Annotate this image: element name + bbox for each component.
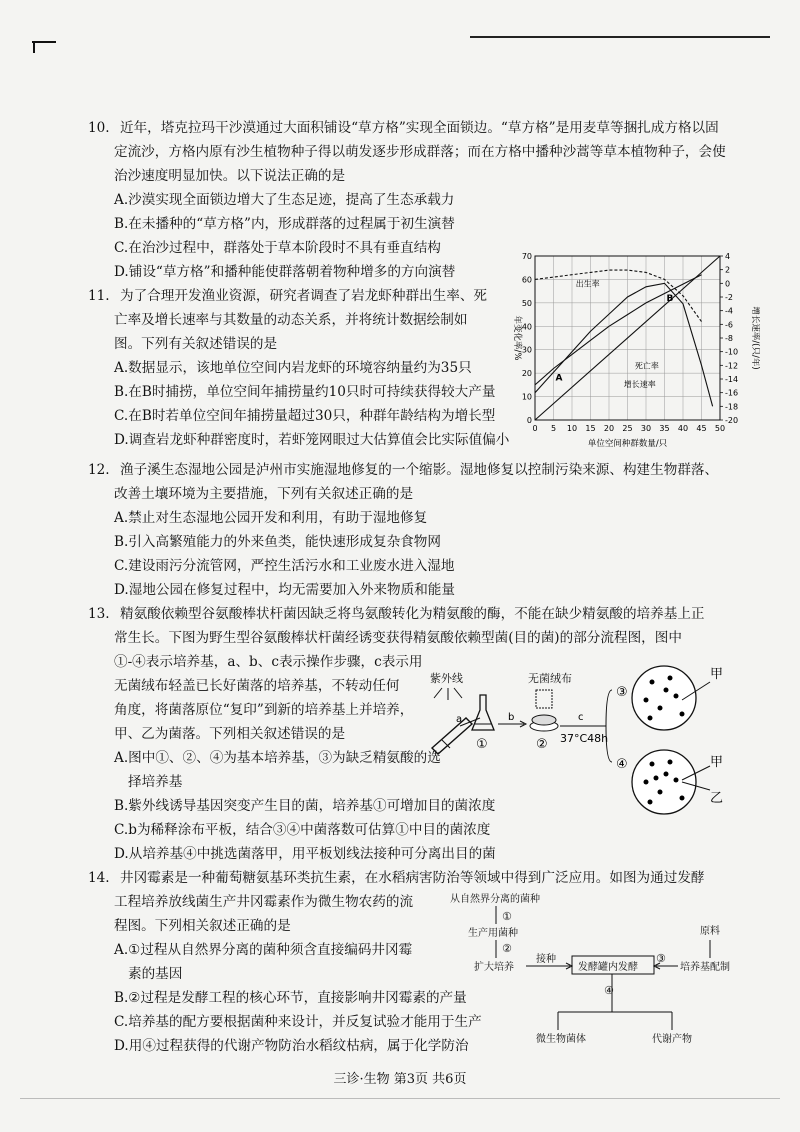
question-number: 13. [88,606,110,622]
y-left-tick-label: 50 [521,298,532,308]
flow-expand: 扩大培养 [474,962,514,973]
flow-cells: 微生物菌体 [536,1034,586,1045]
y-left-tick-label: 0 [526,416,532,425]
stem-line: 甲、乙为菌落。下列相关叙述错误的是 [114,726,346,742]
stem-line: ①-④表示培养基，a、b、c表示操作步骤，c表示用 [114,654,423,670]
q13-diagram [420,660,740,830]
option-d: D.湿地公园在修复过程中，均无需要加入外来物质和能量 [114,582,455,598]
option-d: D.从培养基④中挑选菌落甲，用平板划线法接种可分离出目的菌 [114,846,496,862]
flow-raw: 原料 [700,926,720,937]
stem-line: 程图。下列相关叙述正确的是 [114,918,291,934]
option-d: D.铺设“草方格”和播种能使群落朝着物种增多的方向演替 [114,264,456,280]
point-label: A [555,373,563,384]
top-rule [470,36,770,38]
x-tick-label: 0 [532,424,538,433]
option-c: C.在治沙过程中，群落处于草本阶段时不具有垂直结构 [114,240,441,256]
colony-jia-1: 甲 [710,667,724,682]
corner-mark [30,40,58,54]
flow-metab: 代谢产物 [652,1034,692,1045]
question-number: 10. [88,120,110,136]
stem-line: 井冈霉素是一种葡萄糖氨基环类抗生素，在水稻病害防治等领域中得到广泛应用。如图为通过发酵 [120,870,705,886]
option-c: C.在B时若单位空间年捕捞量超过30只，种群年龄结构为增长型 [114,408,496,424]
question-number: 14. [88,870,110,886]
page-footer: 三诊·生物 第3页 共6页 [333,1072,467,1087]
colony-yi: 乙 [710,791,724,806]
q14-flowchart [440,890,760,1050]
stem-line: 近年，塔克拉玛干沙漠通过大面积铺设“草方格”实现全面锁边。“草方格”是用麦草等捆扎成方格以固 [120,120,719,136]
x-tick-label: 35 [659,424,670,433]
colony-jia-2: 甲 [710,755,724,770]
bottom-rule [20,1098,780,1099]
label-growth-rate: 增长速率 [623,380,656,390]
plate-4 [632,750,710,814]
brace [606,690,612,762]
y-left-tick-label: 40 [521,322,532,332]
stem-line: 常生长。下图为野生型谷氨酸棒状杆菌经诱变获得精氨酸依赖型菌(目的菌)的部分流程图，图中 [114,630,682,646]
stem-line: 治沙速度明显加快。以下说法正确的是 [114,168,346,184]
flow-source: 从自然界分离的菌种 [450,894,540,905]
y-left-tick-label: 30 [521,345,532,355]
plate-2 [530,690,558,731]
flow-step4: ④ [604,984,614,997]
flow-inoc: 接种 [536,954,556,965]
option-a: A.①过程从自然界分离的菌种须含直接编码井冈霉 [114,942,413,958]
x-tick-label: 20 [603,424,615,433]
option-b: B.在B时捕捞，单位空间年捕捞量约10只时可持续获得较大产量 [114,384,496,400]
chart-axes [522,252,738,433]
flow-step1: ① [502,910,512,923]
y-right-tick-label: -20 [725,416,739,425]
question-number: 11. [88,288,110,304]
option-b: B.紫外线诱导基因突变产生目的菌，培养基①可增加目的菌浓度 [114,798,496,814]
flow-step3: ③ [656,952,666,965]
option-c: C.建设雨污分流管网，严控生活污水和工业废水进入湿地 [114,558,455,574]
cloth-label: 无菌绒布 [528,672,572,685]
y-right-tick-label: -8 [725,334,733,343]
stem-line: 定流沙，方格内原有沙生植物种子得以萌发逐步形成群落；而在方格中播种沙蒿等草本植物种子，会使 [114,144,726,160]
step-b: b [508,712,515,723]
option-d: D.用④过程获得的代谢产物防治水稻纹枯病，属于化学防治 [114,1038,469,1054]
uv-rays [434,688,462,700]
y-left-axis-label: 年变化率/% [512,315,522,361]
y-right-tick-label: -2 [725,293,733,302]
label-death-rate: 死亡率 [634,361,659,371]
y-right-tick-label: -4 [725,306,733,316]
stem-line: 精氨酸依赖型谷氨酸棒状杆菌因缺乏将鸟氨酸转化为精氨酸的酶，不能在缺少精氨酸的培养基上正 [120,606,705,622]
y-right-axis-label: 增长速率/(只/年) [750,306,760,370]
y-right-tick-label: 2 [725,265,731,275]
y-right-tick-label: -6 [725,320,733,330]
step-c: c [578,712,584,723]
option-a: A.禁止对生态湿地公园开发和利用，有助于湿地修复 [114,510,428,526]
y-right-tick-label: -14 [725,375,739,384]
option-a-cont: 择培养基 [128,774,183,790]
y-left-tick-label: 10 [521,392,532,402]
stem-line: 改善土壤环境为主要措施，下列有关叙述正确的是 [114,486,414,502]
y-left-tick-label: 60 [521,275,532,285]
option-b: B.在未播种的“草方格”内，形成群落的过程属于初生演替 [114,216,455,232]
option-a: A.沙漠实现全面锁边增大了生态足迹，提高了生态承载力 [114,192,455,208]
step-a: a [456,714,463,725]
y-right-tick-label: -18 [725,402,739,412]
plate-3 [632,666,710,730]
option-b: B.②过程是发酵工程的核心环节，直接影响井冈霉素的产量 [114,990,467,1006]
uv-label: 紫外线 [430,672,463,685]
y-right-tick-label: 0 [725,279,731,289]
y-right-tick-label: 4 [725,252,731,261]
x-tick-label: 45 [696,424,707,433]
label-birth-rate: 出生率 [575,279,600,289]
medium-4-label: ④ [616,757,628,772]
flow-media: 培养基配制 [680,962,730,973]
y-left-tick-label: 20 [521,369,532,379]
point-label: B [666,293,674,304]
stem-line: 为了合理开发渔业资源，研究者调查了岩龙虾种群出生率、死 [120,288,488,304]
option-c: C.培养基的配方要根据菌种来设计，并反复试验才能用于生产 [114,1014,482,1030]
option-b: B.引入高繁殖能力的外来鱼类，能快速形成复杂食物网 [114,534,441,550]
stem-line: 渔子溪生态湿地公园是泸州市实施湿地修复的一个缩影。湿地修复以控制污染来源、构建生物群落、 [120,462,719,478]
flask [472,695,494,730]
culture-condition: 37°C48h [560,732,609,745]
flow-step2: ② [502,942,512,955]
y-right-tick-label: -16 [725,388,739,398]
x-axis-label: 单位空间种群数量/只 [587,439,668,449]
y-left-tick-label: 70 [521,252,532,261]
stem-line: 图。下列有关叙述错误的是 [114,336,278,352]
option-d: D.调查岩龙虾种群密度时，若虾笼网眼过大估算值会比实际值偏小 [114,432,510,448]
x-tick-label: 40 [677,424,689,433]
y-right-tick-label: -12 [725,361,739,371]
stem-line: 亡率及增长速率与其数量的动态关系，并将统计数据绘制如 [114,312,468,328]
option-a: A.数据显示，该地单位空间内岩龙虾的环境容纳量约为35只 [114,360,472,376]
x-tick-label: 5 [550,424,557,433]
stem-line: 工程培养放线菌生产井冈霉素作为微生物农药的流 [114,894,414,910]
x-tick-label: 30 [640,424,652,433]
option-c: C.b为稀释涂布平板，结合③④中菌落数可估算①中目的菌浓度 [114,822,491,838]
option-a-cont: 素的基因 [128,966,183,982]
option-a: A.图中①、②、④为基本培养基，③为缺乏精氨酸的选 [114,750,441,766]
question-number: 12. [88,462,110,478]
population-chart [505,250,760,450]
series-line [535,275,702,385]
medium-3-label: ③ [616,685,628,700]
x-tick-label: 15 [585,424,596,433]
x-tick-label: 25 [622,424,633,433]
stem-line: 角度，将菌落原位“复印”到新的培养基上并培养， [114,702,414,718]
medium-2-label: ② [536,737,548,752]
flow-prod: 生产用菌种 [468,928,518,939]
x-tick-label: 50 [714,424,726,433]
stem-line: 无菌绒布轻盖已长好菌落的培养基，不转动任何 [114,678,400,694]
medium-1-label: ① [476,737,488,752]
x-tick-label: 10 [566,424,578,433]
flow-ferm: 发酵罐内发酵 [578,962,638,973]
y-right-tick-label: -10 [725,347,739,357]
